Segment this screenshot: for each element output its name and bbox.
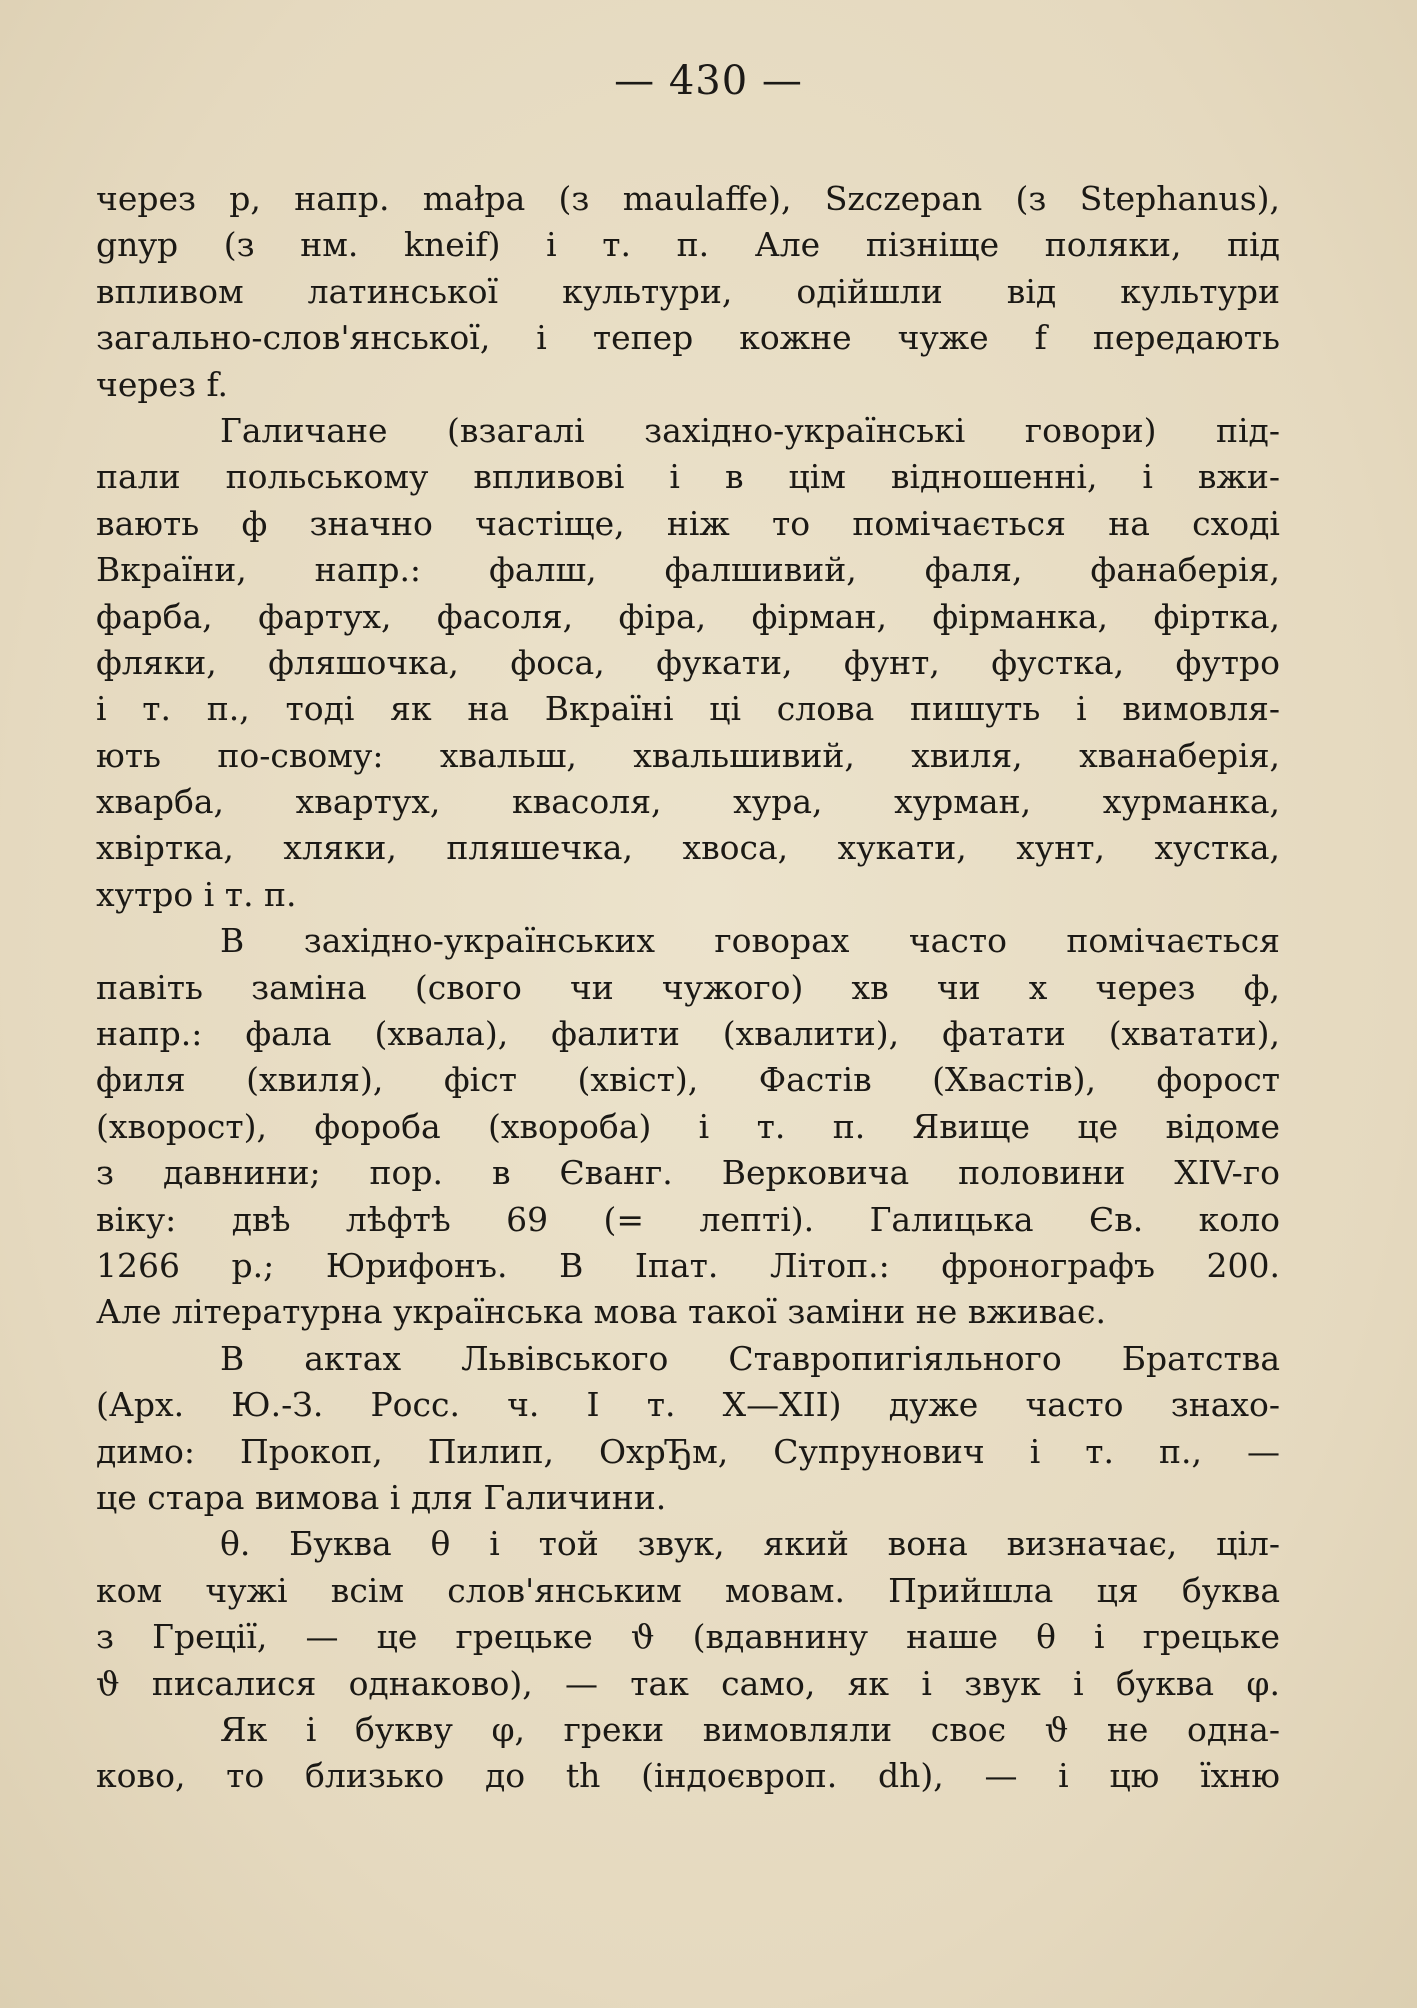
text-line: хвіртка, хляки, пляшечка, хвоса, хукати, хунт, хустка, [96,828,1280,868]
text-line: це стара вимова і для Галичини. [96,1477,667,1517]
text-line: впливом латинської культури, одійшли від культури [96,271,1280,311]
text-line: віку: двѣ лѣфтѣ 69 (= лепті). Галицька Єв. коло [96,1199,1280,1239]
text-line: і т. п., тоді як на Вкраїні ці слова пишуть і вимовля- [96,689,1280,729]
text-line: В актах Львівського Ставропигіяльного Братства [220,1338,1280,1378]
text-line: Вкраїни, напр.: фалш, фалшивий, фаля, фанаберія, [96,550,1280,590]
text-line: ють по-свому: хвальш, хвальшивий, хвиля, хванаберія, [96,735,1280,775]
text-line: филя (хвиля), фіст (хвіст), Фастів (Хвастів), форост [96,1060,1280,1100]
text-line: павіть заміна (свого чи чужого) хв чи х через ф, [96,967,1280,1007]
text-line: димо: Прокоп, Пилип, ОхрЂм, Супрунович і т. п., — [96,1431,1280,1471]
text-line: В західно-українських говорах часто помічається [220,921,1280,961]
text-line: через p, напр. małpa (з maulaffe), Szczepan (з Stephanus), [96,179,1280,218]
paragraph [96,1336,1280,1522]
text-line: Як і букву φ, греки вимовляли своє ϑ не одна- [220,1709,1280,1749]
text-line: Але літературна українська мова такої заміни не вживає. [96,1292,1106,1332]
text-line: фарба, фартух, фасоля, фіра, фірман, фірманка, фіртка, [96,596,1280,636]
text-line: через f. [96,364,229,404]
text-line: напр.: фала (хвала), фалити (хвалити), фатати (хватати), [96,1014,1280,1054]
paragraph [96,408,1280,918]
text-line: (Арх. Ю.-З. Росс. ч. I т. X—XII) дуже часто знахо- [96,1385,1280,1425]
text-line: пали польському впливові і в цім відношенні, і вжи- [96,457,1280,497]
paragraph [96,176,1280,408]
text-line: ково, то близько до th (індоєвроп. dh), — і цю їхню [96,1756,1280,1796]
text-line: хутро і т. п. [96,874,297,914]
text-line: з давнини; пор. в Єванг. Верковича половини XIV-го [96,1153,1280,1193]
text-line: загально-слов'янської, і тепер кожне чуже f передають [96,318,1280,358]
text-line: (хворост), фороба (хвороба) і т. п. Явище це відоме [96,1106,1280,1146]
body-text [96,176,1280,1800]
paragraph [96,918,1280,1336]
text-line: вають ф значно частіще, ніж то помічається на сході [96,503,1280,543]
page-number: — 430 — [614,58,803,104]
text-line: ком чужі всім слов'янським мовам. Прийшла ця буква [96,1570,1280,1610]
paragraph [96,1521,1280,1707]
text-line: ϑ писалися однаково), — так само, як і звук і буква φ. [96,1663,1280,1703]
text-line: з Греції, — це грецьке ϑ (вдавнину наше θ і грецьке [96,1617,1280,1657]
text-line: gnyp (з нм. kneif) і т. п. Але пізніще поляки, під [96,225,1280,265]
text-line: Галичане (взагалі західно-українські говори) під- [220,410,1280,450]
text-line: θ. Буква θ і той звук, який вона визначає, цiл- [220,1524,1280,1564]
text-line: хварба, хвартух, квасоля, хура, хурман, хурманка, [96,782,1280,822]
paragraph [96,1707,1280,1800]
text-line: фляки, фляшочка, фоса, фукати, фунт, фустка, футро [96,642,1280,682]
text-line: 1266 р.; Юрифонъ. В Іпат. Літоп.: фронографъ 200. [96,1245,1280,1285]
